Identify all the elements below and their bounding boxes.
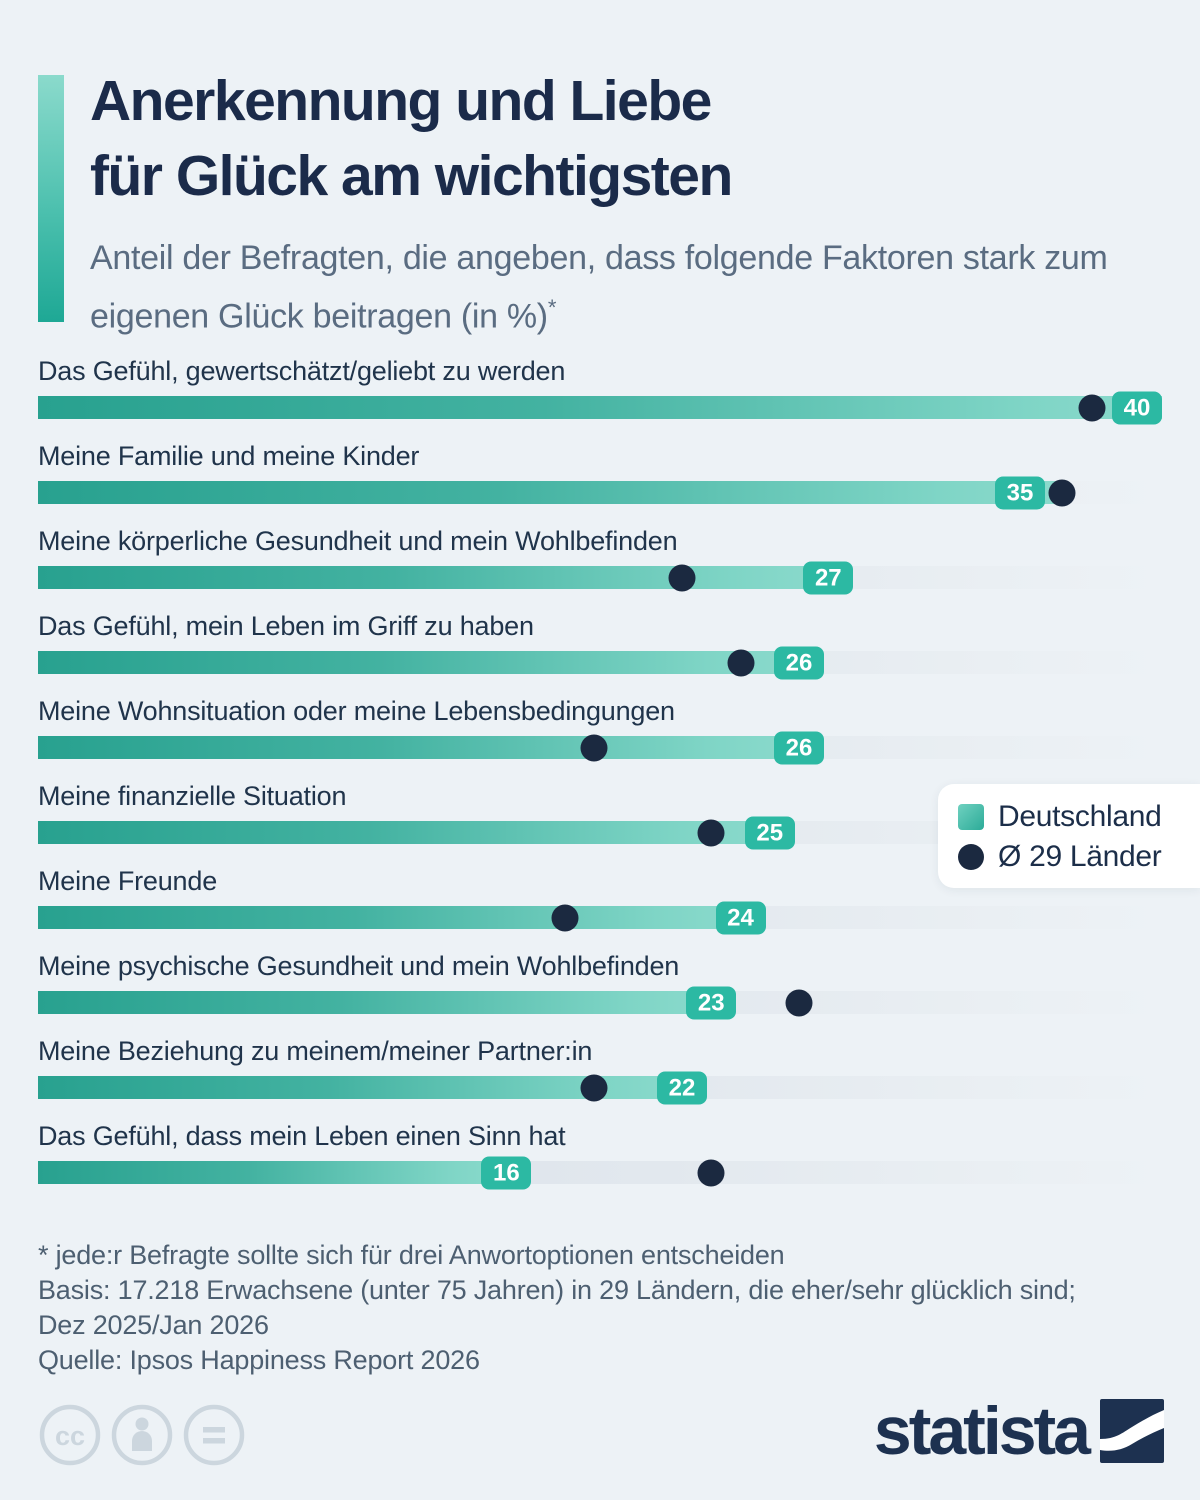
bar-track bbox=[38, 906, 1162, 929]
avg-dot bbox=[668, 564, 695, 591]
bar-track bbox=[38, 736, 1162, 759]
cc-icon[interactable] bbox=[38, 1403, 102, 1467]
value-badge: 22 bbox=[657, 1071, 707, 1104]
avg-dot bbox=[1078, 394, 1105, 421]
title-accent-bar bbox=[38, 75, 64, 322]
bar-fill-deutschland bbox=[38, 396, 1162, 419]
bar-label: Meine körperliche Gesundheit und mein Wohlbefinden bbox=[38, 526, 678, 556]
bar-label: Meine Freunde bbox=[38, 866, 218, 896]
avg-dot bbox=[581, 1074, 608, 1101]
bar-track bbox=[38, 991, 1162, 1014]
avg-dot bbox=[727, 649, 754, 676]
bar-fill-deutschland bbox=[38, 1161, 506, 1184]
title-line-1: Anerkennung und Liebe bbox=[90, 69, 711, 133]
bar-row bbox=[38, 610, 1162, 695]
svg-text:cc: cc bbox=[54, 1421, 86, 1451]
subtitle-text: Anteil der Befragten, die angeben, dass folgende Faktoren stark zum eigenen Glück beitragen (in %) bbox=[90, 239, 1108, 336]
bar-fill-deutschland bbox=[38, 566, 828, 589]
bar-track bbox=[38, 651, 1162, 674]
bar-label: Meine finanzielle Situation bbox=[38, 781, 347, 811]
bar-fill-deutschland bbox=[38, 991, 711, 1014]
footnote-marker: * bbox=[547, 295, 557, 320]
footnote-line: Dez 2025/Jan 2026 bbox=[38, 1310, 269, 1340]
value-badge: 26 bbox=[774, 731, 824, 764]
legend-label: Ø 29 Länder bbox=[998, 840, 1162, 873]
bar-track bbox=[38, 481, 1162, 504]
bar-track bbox=[38, 396, 1162, 419]
avg-dot bbox=[581, 734, 608, 761]
bar-row bbox=[38, 355, 1162, 440]
footnote-line: Basis: 17.218 Erwachsene (unter 75 Jahren) in 29 Ländern, die eher/sehr glücklich sind; bbox=[38, 1275, 1076, 1305]
legend-item-deutschland bbox=[958, 797, 1200, 837]
average-dot-icon bbox=[958, 844, 984, 870]
avg-dot bbox=[786, 989, 813, 1016]
deutschland-swatch-icon bbox=[958, 804, 984, 830]
nd-equals-icon[interactable] bbox=[182, 1403, 246, 1467]
bar-label: Das Gefühl, dass mein Leben einen Sinn hat bbox=[38, 1121, 566, 1151]
source-line: Quelle: Ipsos Happiness Report 2026 bbox=[38, 1345, 480, 1375]
avg-dot bbox=[698, 819, 725, 846]
avg-dot bbox=[1049, 479, 1076, 506]
bar-fill-deutschland bbox=[38, 651, 799, 674]
avg-dot bbox=[698, 1159, 725, 1186]
statista-wordmark: statista bbox=[873, 1393, 1088, 1469]
bar-fill-deutschland bbox=[38, 821, 770, 844]
page-subtitle bbox=[90, 234, 1160, 341]
value-badge: 25 bbox=[745, 816, 795, 849]
bar-label: Meine Beziehung zu meinem/meiner Partner:in bbox=[38, 1036, 593, 1066]
value-badge: 27 bbox=[803, 561, 853, 594]
value-badge: 40 bbox=[1112, 391, 1162, 424]
statista-icon bbox=[1100, 1399, 1164, 1463]
value-badge: 16 bbox=[481, 1156, 531, 1189]
value-badge: 35 bbox=[995, 476, 1045, 509]
statista-logo[interactable] bbox=[873, 1393, 1164, 1469]
by-attribution-icon[interactable] bbox=[110, 1403, 174, 1467]
bar-row bbox=[38, 440, 1162, 525]
bar-label: Meine Wohnsituation oder meine Lebensbedingungen bbox=[38, 696, 675, 726]
value-badge: 26 bbox=[774, 646, 824, 679]
bar-fill-deutschland bbox=[38, 481, 1062, 504]
page-title bbox=[90, 64, 1170, 214]
legend bbox=[938, 784, 1200, 888]
bar-track bbox=[38, 1161, 1162, 1184]
bar-row bbox=[38, 950, 1162, 1035]
bar-label: Das Gefühl, gewertschätzt/geliebt zu werden bbox=[38, 356, 566, 386]
value-badge: 23 bbox=[686, 986, 736, 1019]
footnote-block bbox=[38, 1238, 1162, 1343]
value-badge: 24 bbox=[716, 901, 766, 934]
bar-label: Meine psychische Gesundheit und mein Wohlbefinden bbox=[38, 951, 680, 981]
bar-track bbox=[38, 566, 1162, 589]
avg-dot bbox=[551, 904, 578, 931]
bar-fill-deutschland bbox=[38, 736, 799, 759]
bar-row bbox=[38, 1120, 1162, 1205]
legend-label: Deutschland bbox=[998, 800, 1162, 833]
bar-label: Meine Familie und meine Kinder bbox=[38, 441, 420, 471]
license-icons[interactable] bbox=[38, 1403, 246, 1467]
bar-track bbox=[38, 1076, 1162, 1099]
bar-fill-deutschland bbox=[38, 906, 741, 929]
bar-label: Das Gefühl, mein Leben im Griff zu haben bbox=[38, 611, 534, 641]
legend-item-avg bbox=[958, 837, 1200, 877]
bar-row bbox=[38, 525, 1162, 610]
bar-row bbox=[38, 695, 1162, 780]
footnote-line: * jede:r Befragte sollte sich für drei Anwortoptionen entscheiden bbox=[38, 1240, 785, 1270]
title-line-2: für Glück am wichtigsten bbox=[90, 144, 732, 208]
bar-row bbox=[38, 1035, 1162, 1120]
